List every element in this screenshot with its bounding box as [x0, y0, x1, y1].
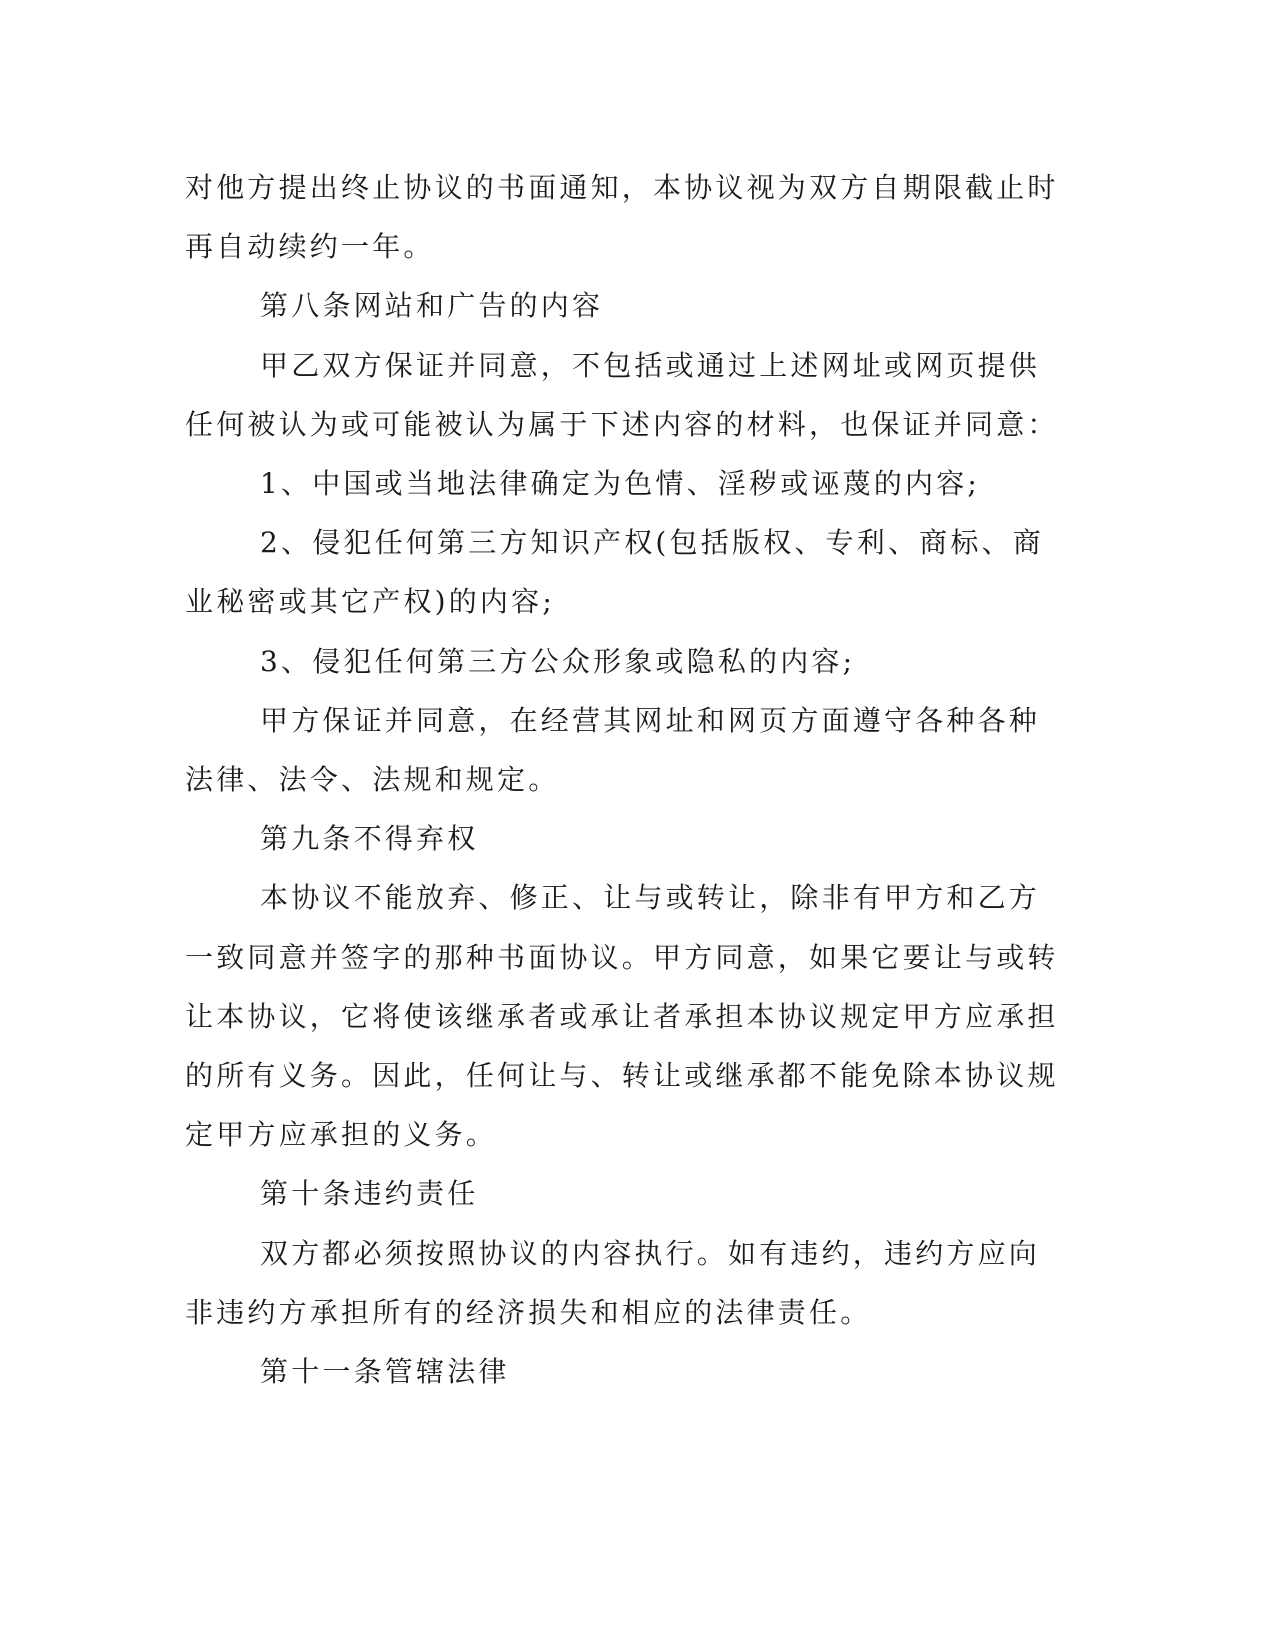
section-heading-11: 第十一条管辖法律 — [260, 1355, 510, 1389]
paragraph: 甲方保证并同意，在经营其网址和网页方面遵守各种各种法律、法令、法规和规定。 — [185, 703, 1041, 797]
list-item-3: 3、侵犯任何第三方公众形象或隐私的内容; — [260, 644, 856, 678]
list-item-2: 2、侵犯任何第三方知识产权(包括版权、专利、商标、商业秘密或其它产权)的内容; — [185, 526, 1044, 619]
list-item-1: 1、中国或当地法律确定为色情、淫秽或诬蔑的内容; — [260, 467, 981, 501]
paragraph: 双方都必须按照协议的内容执行。如有违约，违约方应向非违约方承担所有的经济损失和相应的法律责任。 — [185, 1236, 1041, 1329]
paragraph-continuation: 对他方提出终止协议的书面通知，本协议视为双方自期限截止时再自动续约一年。 — [185, 171, 1059, 264]
section-heading-8: 第八条网站和广告的内容 — [260, 289, 604, 323]
section-heading-9: 第九条不得弃权 — [260, 822, 479, 856]
document-body — [185, 158, 1065, 1401]
paragraph: 本协议不能放弃、修正、让与或转让，除非有甲方和乙方一致同意并签字的那种书面协议。甲方同意，如果它要让与或转让本协议，它将使该继承者或承让者承担本协议规定甲方应承担的所有义务。因此，任何让与、转让或继承都不能免除本协议规定甲方应承担的义务。 — [185, 881, 1059, 1152]
paragraph: 甲乙双方保证并同意，不包括或通过上述网址或网页提供任何被认为或可能被认为属于下述内容的材料，也保证并同意： — [185, 348, 1059, 441]
section-heading-10: 第十条违约责任 — [260, 1177, 479, 1211]
